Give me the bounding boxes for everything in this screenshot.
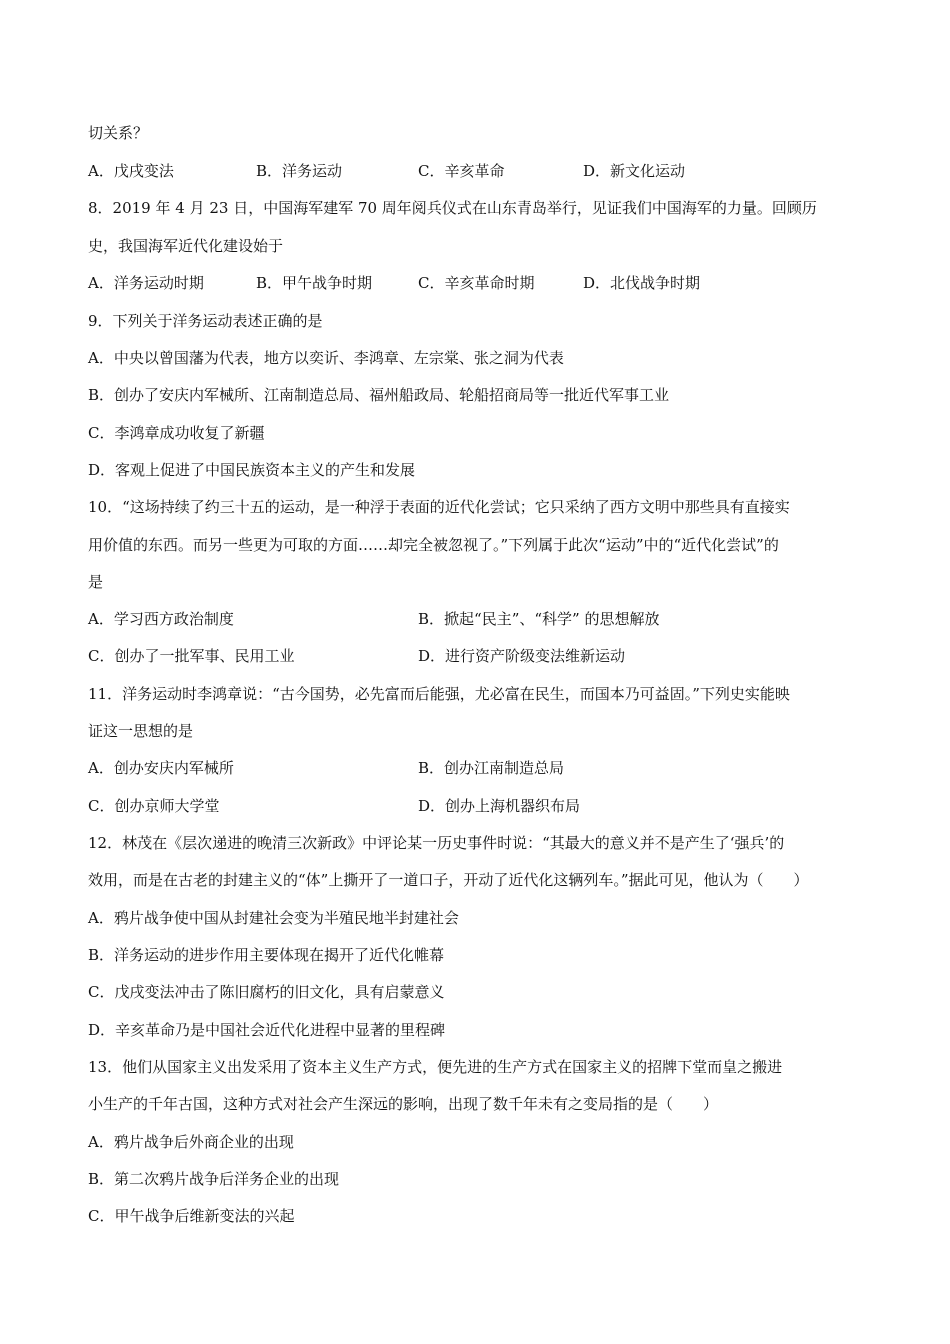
q9-option-c: C．李鸿章成功收复了新疆 — [88, 424, 265, 442]
q11-option-b: B．创办江南制造总局 — [418, 759, 565, 777]
q11-option-c: C．创办京师大学堂 — [88, 797, 220, 815]
q12-option-c: C．戊戌变法冲击了陈旧腐朽的旧文化，具有启蒙意义 — [88, 983, 445, 1001]
q13-option-a: A．鸦片战争后外商企业的出现 — [88, 1133, 294, 1151]
q7-stem-tail: 切关系？ — [88, 124, 149, 142]
q10-stem-line1: 10．“这场持续了约三十五的运动，是一种浮于表面的近代化尝试；它只采纳了西方文明中那些具有直接实 — [88, 498, 790, 516]
q13-option-b: B．第二次鸦片战争后洋务企业的出现 — [88, 1170, 340, 1188]
q10-option-c: C．创办了一批军事、民用工业 — [88, 647, 295, 665]
q9-stem: 9．下列关于洋务运动表述正确的是 — [88, 312, 323, 330]
q11-stem-line2: 证这一思想的是 — [88, 722, 194, 740]
q10-stem-line3: 是 — [88, 573, 104, 591]
q8-option-c: C．辛亥革命时期 — [418, 274, 535, 292]
q11-option-d: D．创办上海机器织布局 — [418, 797, 581, 815]
q12-option-d: D．辛亥革命乃是中国社会近代化进程中显著的里程碑 — [88, 1021, 446, 1039]
q9-option-a: A．中央以曾国藩为代表，地方以奕䜣、李鸿章、左宗棠、张之洞为代表 — [88, 349, 564, 367]
q7-option-c: C．辛亥革命 — [418, 162, 505, 180]
q11-option-a: A．创办安庆内军械所 — [88, 759, 234, 777]
q10-stem-line2: 用价值的东西。而另一些更为可取的方面……却完全被忽视了。”下列属于此次“运动”中的“近代化尝试”的 — [88, 536, 779, 554]
q13-stem-line2: 小生产的千年古国，这种方式对社会产生深远的影响，出现了数千年未有之变局指的是（ ） — [88, 1095, 719, 1113]
q13-option-c: C．甲午战争后维新变法的兴起 — [88, 1207, 295, 1225]
q12-stem-line2: 效用，而是在古老的封建主义的“体”上撕开了一道口子，开动了近代化这辆列车。”据此可见，他认为（ ） — [88, 871, 809, 889]
q7-option-b: B．洋务运动 — [256, 162, 343, 180]
q8-option-a: A．洋务运动时期 — [88, 274, 204, 292]
q12-stem-line1: 12．林茂在《层次递进的晚清三次新政》中评论某一历史事件时说：“其最大的意义并不是产生了‘强兵’的 — [88, 834, 785, 852]
q13-stem-line1: 13．他们从国家主义出发采用了资本主义生产方式，便先进的生产方式在国家主义的招牌下堂而皇之搬进 — [88, 1058, 783, 1076]
q7-option-a: A．戊戌变法 — [88, 162, 174, 180]
q8-stem-line2: 史，我国海军近代化建设始于 — [88, 237, 284, 255]
q8-option-b: B．甲午战争时期 — [256, 274, 373, 292]
q9-option-b: B．创办了安庆内军械所、江南制造总局、福州船政局、轮船招商局等一批近代军事工业 — [88, 386, 670, 404]
q12-option-b: B．洋务运动的进步作用主要体现在揭开了近代化帷幕 — [88, 946, 445, 964]
q10-option-b: B．掀起“民主”、“科学” 的思想解放 — [418, 610, 660, 628]
q9-option-d: D．客观上促进了中国民族资本主义的产生和发展 — [88, 461, 416, 479]
q10-option-a: A．学习西方政治制度 — [88, 610, 234, 628]
q12-option-a: A．鸦片战争使中国从封建社会变为半殖民地半封建社会 — [88, 909, 459, 927]
q10-option-d: D．进行资产阶级变法维新运动 — [418, 647, 626, 665]
q8-stem-line1: 8．2019 年 4 月 23 日，中国海军建军 70 周年阅兵仪式在山东青岛举行，见证我们中国海军的力量。回顾历 — [88, 199, 817, 217]
q7-option-d: D．新文化运动 — [583, 162, 686, 180]
q11-stem-line1: 11．洋务运动时李鸿章说：“古今国势，必先富而后能强，尤必富在民生，而国本乃可益固。”下列史实能映 — [88, 685, 790, 703]
q8-option-d: D．北伐战争时期 — [583, 274, 701, 292]
